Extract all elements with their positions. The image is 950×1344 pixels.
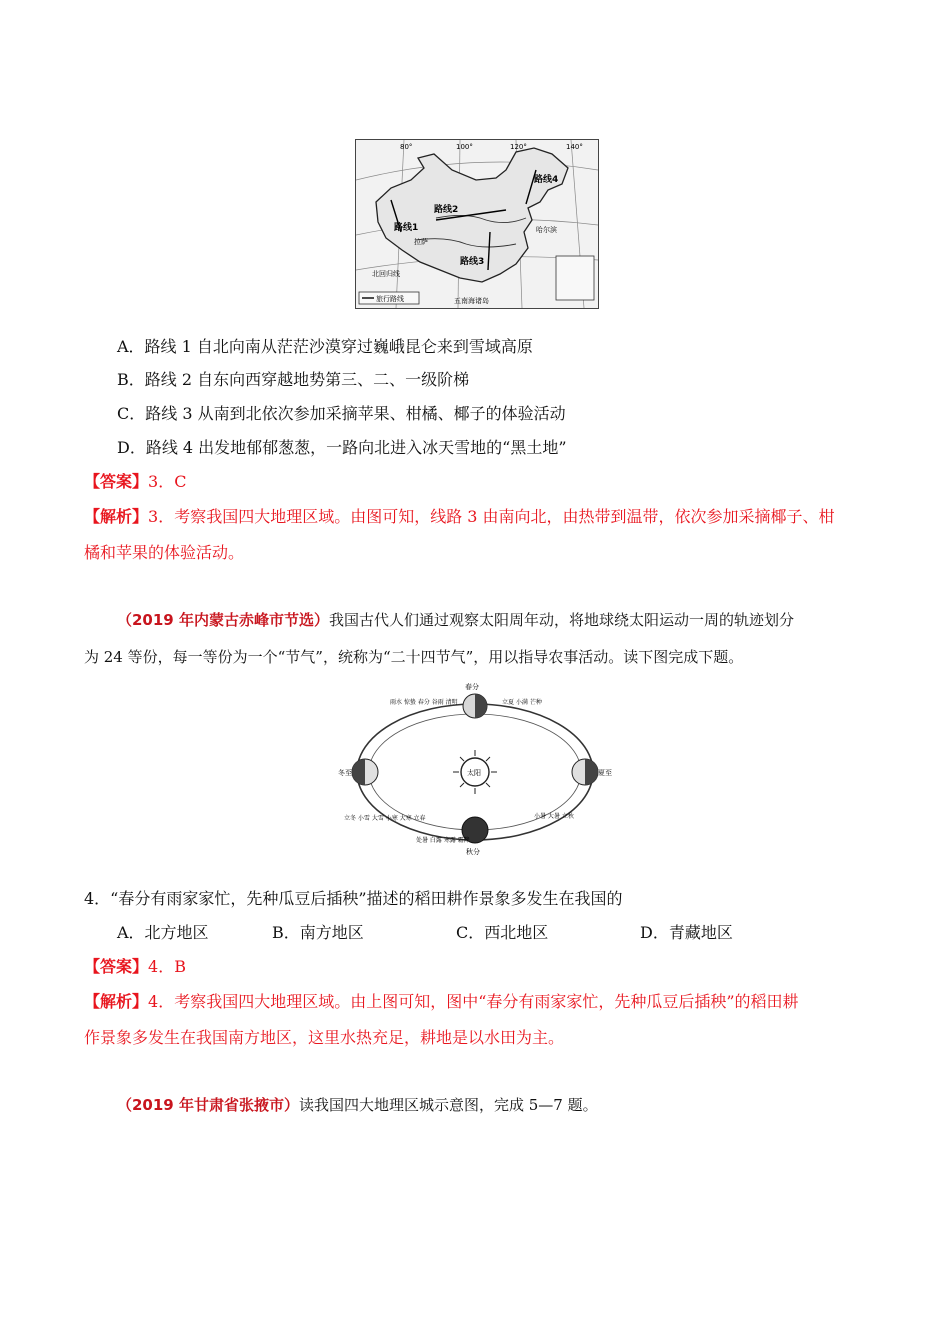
analysis-text-4-1: 4．考察我国四大地理区域。由上图可知，图中“春分有雨家家忙，先种瓜豆后插秧”的稻田耕 [148,992,799,1011]
q3-option-a: A．路线 1 自北向南从茫茫沙漠穿过巍峨昆仑来到雪域高原 [117,337,533,356]
q4-option-c: C．西北地区 [456,923,549,942]
lasa-label: 拉萨 [414,238,428,246]
section2-intro-line1 [117,610,794,630]
section3-intro-text: 读我国四大地理区城示意图，完成 5—7 题。 [298,1096,598,1114]
answer-tag: 【答案】 [84,472,149,491]
answer-text-4: 4．B [148,957,186,976]
analysis-tag: 【解析】 [84,507,149,526]
q3-option-d: D．路线 4 出发地郁郁葱葱，一路向北进入冰天雪地的“黑土地” [117,438,567,457]
q4-analysis-line1 [84,992,799,1012]
harbin-label: 哈尔滨 [536,226,557,234]
china-map-graphic [356,140,598,308]
china-route-map [355,139,599,309]
terms-right: 小暑 大暑 立秋 [534,813,574,820]
autumn-label: 秋分 [466,848,480,856]
q4-answer [84,957,186,977]
terms-left: 立冬 小雪 大雪 小寒 大寒 立春 [344,815,426,822]
q3-answer [84,472,186,492]
earth-winter [352,759,378,785]
q4-analysis-line2: 作景象多发生在我国南方地区，这里水热充足，耕地是以水田为主。 [84,1028,565,1047]
legend-label: 旅行路线 [376,295,404,303]
q3-analysis-line2: 橘和苹果的体验活动。 [84,543,245,562]
section2-intro-text1: 我国古代人们通过观察太阳周年动，将地球绕太阳运动一周的轨迹划分 [328,611,794,629]
q3-analysis-line1 [84,507,835,527]
analysis-tag-4: 【解析】 [84,992,149,1011]
route2-label: 路线2 [434,205,459,215]
answer-text: 3．C [148,472,187,491]
section3-intro [117,1095,598,1115]
solar-terms-orbit-figure [338,680,612,856]
winter-label: 冬至 [338,769,352,777]
section2-source: （2019 年内蒙古赤峰市节选） [117,611,329,629]
terms-bottom: 处暑 白露 寒露 霜降 [416,837,470,844]
tropic-label: 北回归线 [372,270,400,278]
earth-spring [463,694,487,718]
analysis-text-1: 3．考察我国四大地理区域。由图可知，线路 3 由南向北，由热带到温带，依次参加采摘椰子、柑 [148,507,835,526]
q3-option-c: C．路线 3 从南到北依次参加采摘苹果、柑橘、椰子的体验活动 [117,404,566,423]
q3-option-b: B．路线 2 自东向西穿越地势第三、二、一级阶梯 [117,370,470,389]
lon120-label: 120° [510,143,527,151]
q4-option-d: D．青藏地区 [640,923,733,942]
sea-label: 五南海诸岛 [454,297,489,305]
q4-option-a: A．北方地区 [117,923,209,942]
section3-source: （2019 年甘肃省张掖市） [117,1096,299,1114]
sun-label: 太阳 [467,769,481,777]
terms-top-left: 雨水 惊蛰 春分 谷雨 清明 [390,699,458,706]
spring-label: 春分 [465,683,479,691]
q4-option-b: B．南方地区 [272,923,364,942]
earth-summer [572,759,598,785]
summer-label: 夏至 [598,769,612,777]
lon140-label: 140° [566,143,583,151]
route3-label: 路线3 [460,257,485,267]
orbit-graphic [338,680,612,856]
answer-tag-4: 【答案】 [84,957,149,976]
lon80-label: 80° [400,143,413,151]
section2-intro-line2: 为 24 等份，每一等份为一个“节气”，统称为“二十四节气”，用以指导农事活动。读下图完成下题。 [84,648,744,666]
terms-top-right: 立夏 小满 芒种 [502,699,542,706]
route1-label: 路线1 [394,223,419,233]
route4-label: 路线4 [534,175,559,185]
lon100-label: 100° [456,143,473,151]
q4-stem: 4．“春分有雨家家忙，先种瓜豆后插秧”描述的稻田耕作景象多发生在我国的 [84,889,623,908]
